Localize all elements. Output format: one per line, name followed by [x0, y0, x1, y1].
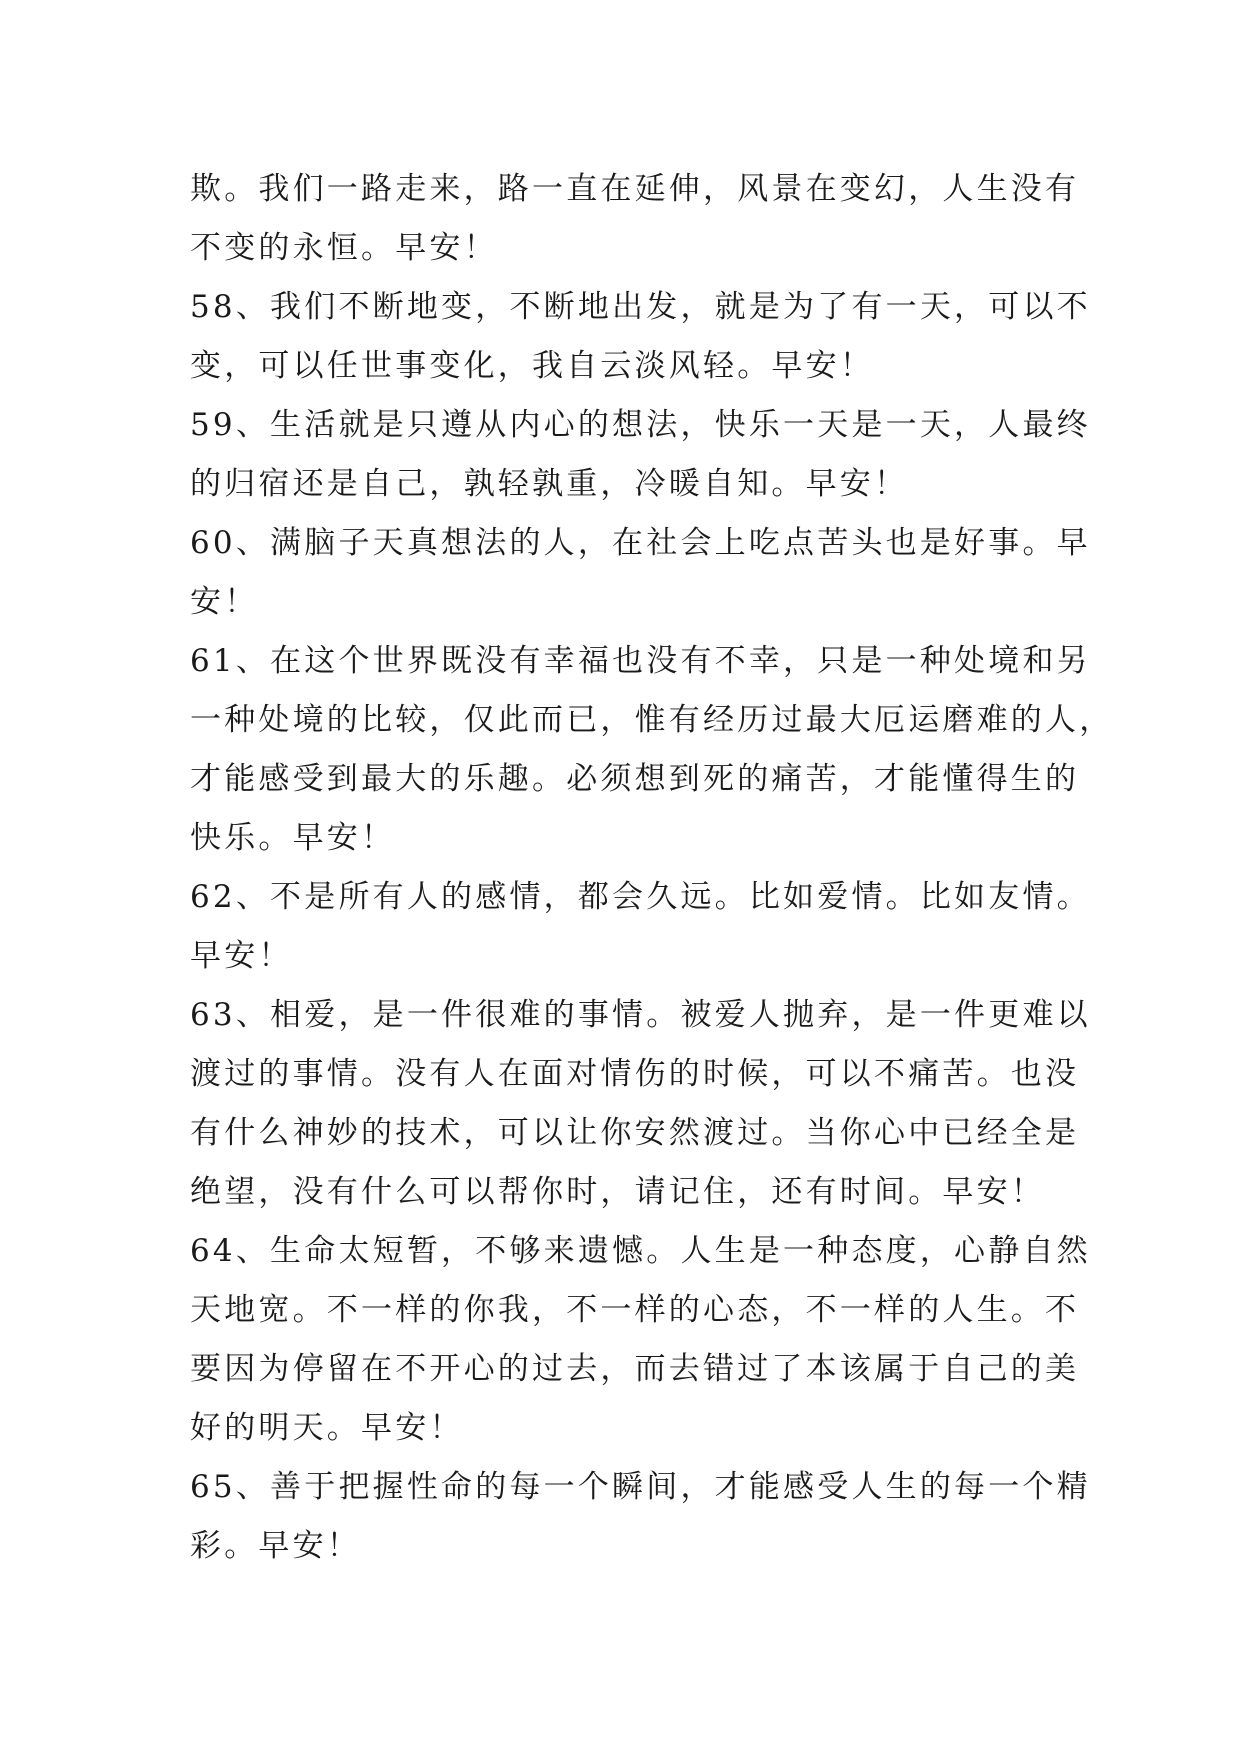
- text-line: 有什么神妙的技术，可以让你安然渡过。当你心中已经全是: [190, 1115, 1080, 1151]
- text-line: 好的明天。早安！: [190, 1410, 464, 1446]
- text-line: 不变的永恒。早安！: [190, 230, 498, 266]
- text-line: 要因为停留在不开心的过去，而去错过了本该属于自己的美: [190, 1351, 1080, 1387]
- document-body: [190, 160, 1114, 1576]
- text-line: 65、善于把握性命的每一个瞬间，才能感受人生的每一个精: [190, 1469, 1091, 1505]
- text-line: 天地宽。不一样的你我，不一样的心态，不一样的人生。不: [190, 1292, 1080, 1328]
- text-line: 渡过的事情。没有人在面对情伤的时候，可以不痛苦。也没: [190, 1056, 1080, 1092]
- text-line: 绝望，没有什么可以帮你时，请记住，还有时间。早安！: [190, 1174, 1045, 1210]
- text-line: 快乐。早安！: [190, 820, 396, 856]
- text-line: 才能感受到最大的乐趣。必须想到死的痛苦，才能懂得生的: [190, 761, 1080, 797]
- text-line: 62、不是所有人的感情，都会久远。比如爱情。比如友情。: [190, 879, 1091, 915]
- text-line: 的归宿还是自己，孰轻孰重，冷暖自知。早安！: [190, 466, 909, 502]
- text-line: 一种处境的比较，仅此而已，惟有经历过最大厄运磨难的人，: [190, 702, 1114, 738]
- text-line: 变，可以任世事变化，我自云淡风轻。早安！: [190, 348, 874, 384]
- text-line: 彩。早安！: [190, 1528, 361, 1564]
- text-line: 59、生活就是只遵从内心的想法，快乐一天是一天，人最终: [190, 407, 1091, 443]
- text-line: 安！: [190, 584, 259, 620]
- text-line: 早安！: [190, 938, 293, 974]
- text-line: 58、我们不断地变，不断地出发，就是为了有一天，可以不: [190, 289, 1091, 325]
- text-line: 61、在这个世界既没有幸福也没有不幸，只是一种处境和另: [190, 643, 1091, 679]
- text-line: 60、满脑子天真想法的人，在社会上吃点苦头也是好事。早: [190, 525, 1091, 561]
- text-line: 63、相爱，是一件很难的事情。被爱人抛弃，是一件更难以: [190, 997, 1091, 1033]
- text-line: 欺。我们一路走来，路一直在延伸，风景在变幻，人生没有: [190, 171, 1080, 207]
- text-line: 64、生命太短暂，不够来遗憾。人生是一种态度，心静自然: [190, 1233, 1091, 1269]
